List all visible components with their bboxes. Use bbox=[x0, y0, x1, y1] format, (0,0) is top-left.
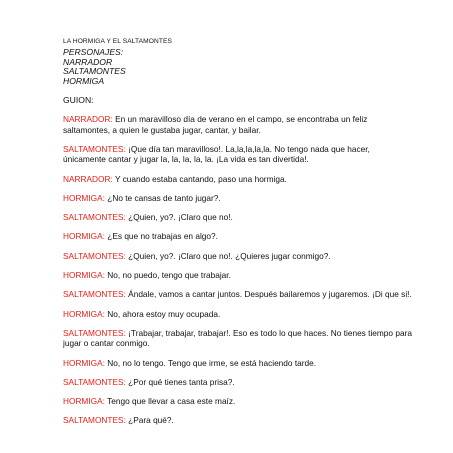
dialogue-text: Tengo que llevar a casa este maíz. bbox=[104, 396, 236, 407]
speaker-label: NARRADOR: bbox=[63, 173, 113, 184]
dialogue-text: ¿Quien, yo?. ¡Claro que no!. ¿Quieres jugar conmigo?. bbox=[125, 250, 331, 261]
character-narrador: NARRADOR bbox=[63, 56, 113, 67]
dialogue-text: ¿Para qué?. bbox=[125, 415, 174, 426]
dialogue-text: No, no lo tengo. Tengo que irme, se está haciendo tarde. bbox=[104, 357, 317, 368]
dialogue-text: ¡Trabajar, trabajar, trabajar!. Eso es todo lo que haces. No tienes tiempo para jugar o cantar conmigo. bbox=[63, 327, 412, 349]
speaker-label: SALTAMONTES: bbox=[63, 376, 126, 387]
dialogue-line bbox=[63, 114, 413, 135]
characters-heading: PERSONAJES: bbox=[63, 47, 124, 57]
dialogue-text: Ándale, vamos a cantar juntos. Después bailaremos y jugaremos. ¡Di que si!. bbox=[125, 289, 412, 300]
dialogue-line bbox=[63, 251, 413, 261]
script-heading: GUION: bbox=[63, 95, 94, 106]
dialogue-line bbox=[63, 415, 413, 425]
dialogue-line bbox=[63, 270, 413, 280]
dialogue-line bbox=[63, 309, 413, 319]
speaker-label: HORMIGA: bbox=[63, 396, 105, 407]
dialogue-text: No, no puedo, tengo que trabajar. bbox=[104, 270, 231, 281]
speaker-label: SALTAMONTES: bbox=[63, 327, 126, 338]
dialogue-text: ¡Que día tan maravilloso!. La,la,la,la,la. No tengo nada que hacer, únicamente cantar y jugar la, la, la, la, la. ¡La vida es tan divertida!. bbox=[63, 143, 370, 165]
dialogue-text: No, ahora estoy muy ocupada. bbox=[104, 308, 221, 319]
dialogue-line bbox=[63, 328, 413, 349]
speaker-label: HORMIGA: bbox=[63, 231, 105, 242]
dialogue-line bbox=[63, 358, 413, 368]
dialogue-line bbox=[63, 193, 413, 203]
dialogue-line bbox=[63, 144, 413, 165]
speaker-label: HORMIGA: bbox=[63, 270, 105, 281]
document-title: LA HORMIGA Y EL SALTAMONTES bbox=[63, 38, 172, 45]
dialogue-text: Y cuando estaba cantando, paso una hormiga. bbox=[112, 173, 287, 184]
dialogue-text: En un maravilloso día de verano en el campo, se encontraba un feliz saltamontes, a quien le gustaba jugar, cantar, y bailar. bbox=[63, 114, 368, 135]
dialogue-text: ¿Por qué tienes tanta prisa?. bbox=[125, 376, 235, 387]
dialogue-line bbox=[63, 231, 413, 241]
dialogue-list bbox=[63, 114, 413, 425]
speaker-label: SALTAMONTES: bbox=[63, 415, 126, 426]
speaker-label: SALTAMONTES: bbox=[63, 143, 126, 154]
dialogue-line bbox=[63, 377, 413, 387]
character-hormiga: HORMIGA bbox=[63, 75, 105, 86]
dialogue-text: ¿Quien, yo?. ¡Claro que no!. bbox=[125, 212, 233, 223]
speaker-label: HORMIGA: bbox=[63, 308, 105, 319]
speaker-label: HORMIGA: bbox=[63, 357, 105, 368]
speaker-label: HORMIGA: bbox=[63, 192, 105, 203]
speaker-label: SALTAMONTES: bbox=[63, 289, 126, 300]
speaker-label: SALTAMONTES: bbox=[63, 250, 126, 261]
dialogue-line bbox=[63, 396, 413, 406]
dialogue-line bbox=[63, 174, 413, 184]
dialogue-text: ¿No te cansas de tanto jugar?. bbox=[104, 192, 221, 203]
dialogue-line bbox=[63, 212, 413, 222]
character-saltamontes: SALTAMONTES bbox=[63, 66, 126, 77]
speaker-label: NARRADOR: bbox=[63, 114, 113, 125]
dialogue-line bbox=[63, 289, 413, 299]
dialogue-text: ¿Es que no trabajas en algo?. bbox=[104, 231, 218, 242]
speaker-label: SALTAMONTES: bbox=[63, 212, 126, 223]
